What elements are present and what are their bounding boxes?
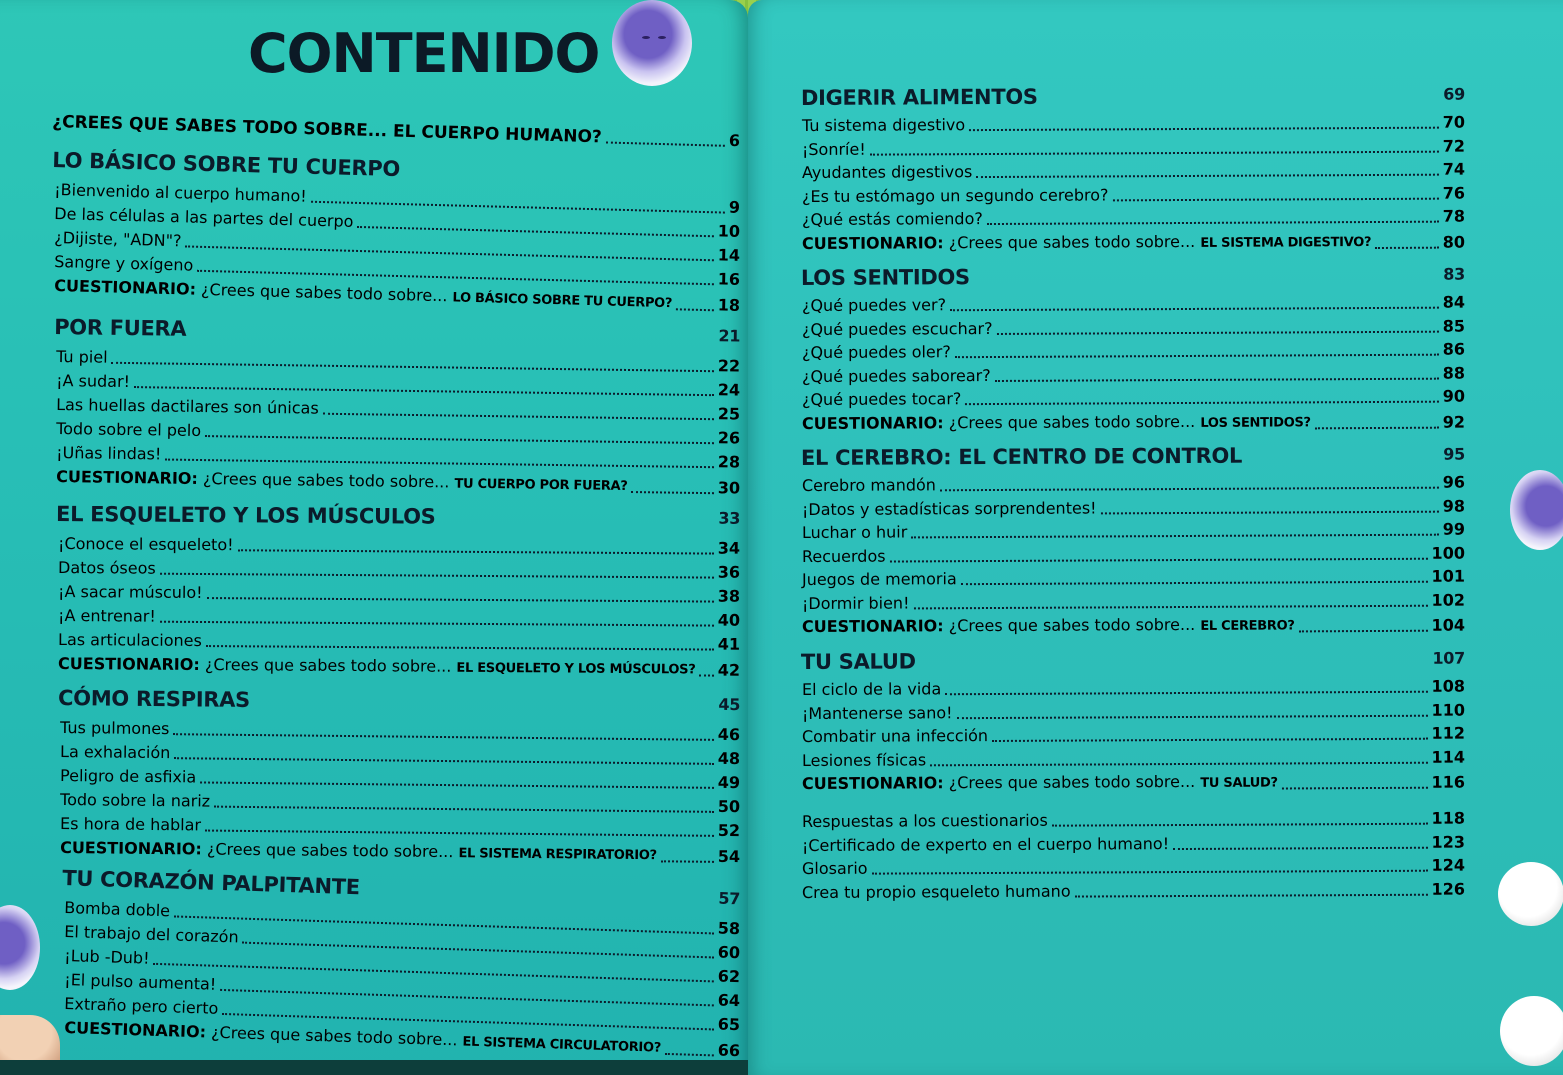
toc-entry[interactable] [802, 677, 1465, 700]
quiz-topic: LOS SENTIDOS? [1200, 414, 1311, 431]
toc-entry[interactable] [802, 879, 1465, 902]
entry-page: 36 [717, 562, 741, 582]
dot-leader [965, 401, 1438, 405]
dot-leader [661, 860, 714, 863]
toc-entry[interactable] [802, 590, 1465, 613]
section-page: 21 [718, 326, 741, 346]
entry-page: 38 [717, 586, 741, 606]
dot-leader [1282, 787, 1428, 790]
section-page: 69 [1443, 84, 1465, 104]
toc-entry[interactable] [802, 136, 1465, 159]
quiz-topic: EL ESQUELETO Y LOS MÚSCULOS? [456, 660, 696, 678]
section-page: 95 [1443, 444, 1465, 464]
entry-page: 64 [717, 990, 741, 1011]
section-title: LO BÁSICO SOBRE TU CUERPO [52, 148, 401, 182]
intro-page: 6 [728, 130, 741, 151]
dot-leader [323, 413, 714, 420]
section-title: EL ESQUELETO Y LOS MÚSCULOS [56, 502, 436, 529]
entry-title: ¡Mantenerse sano! [801, 702, 953, 723]
quiz-prefix: CUESTIONARIO: [801, 616, 944, 637]
section-title: CÓMO RESPIRAS [58, 686, 251, 713]
cell-character-icon [612, 0, 692, 86]
quiz-entry[interactable] [802, 771, 1465, 796]
section-title: EL CEREBRO: EL CENTRO DE CONTROL [800, 443, 1243, 470]
entry-page: 48 [717, 748, 741, 769]
entry-title: ¡A entrenar! [58, 606, 156, 626]
entry-title: El ciclo de la vida [801, 679, 942, 699]
dot-leader [992, 738, 1428, 742]
entry-page: 25 [717, 404, 741, 424]
quiz-text: ¿Crees que sabes todo sobre... [206, 839, 454, 862]
entry-title: Juegos de memoria [801, 569, 957, 589]
toc-entry[interactable] [802, 809, 1465, 832]
entry-page: 41 [717, 634, 741, 654]
dot-leader [1299, 630, 1428, 633]
dot-leader [969, 127, 1439, 131]
dot-leader [957, 714, 1428, 718]
entry-title: El trabajo del corazón [64, 922, 239, 947]
section-heading [801, 443, 1465, 470]
entry-page: 90 [1442, 386, 1465, 406]
toc-entry[interactable] [802, 543, 1465, 566]
dot-leader [676, 308, 714, 311]
entry-title: Todo sobre la nariz [60, 790, 211, 811]
entry-title: Respuestas a los cuestionarios [801, 810, 1048, 831]
entry-title: ¡A sacar músculo! [58, 582, 203, 603]
section-title: TU SALUD [800, 649, 916, 674]
section-heading [801, 263, 1465, 290]
quiz-entry[interactable] [802, 410, 1465, 435]
quiz-topic: EL SISTEMA CIRCULATORIO? [462, 1034, 662, 1056]
toc-entry[interactable] [802, 340, 1465, 363]
page-edge-shadow [0, 1060, 748, 1075]
dot-leader [997, 330, 1439, 334]
section-page: 57 [718, 888, 741, 909]
white-blob-character-icon [1498, 862, 1563, 926]
dot-leader [606, 141, 725, 146]
entry-page: 34 [717, 538, 741, 558]
dot-leader [870, 150, 1439, 155]
cell-character-icon [1510, 470, 1563, 550]
entry-page: 88 [1442, 363, 1465, 383]
entry-page: 118 [1431, 808, 1465, 828]
dot-leader [174, 757, 714, 765]
quiz-text: ¿Crees que sabes todo sobre... [948, 231, 1196, 252]
section-title: LOS SENTIDOS [800, 265, 970, 290]
entry-title: Extraño pero cierto [64, 994, 219, 1018]
dot-leader [214, 806, 714, 813]
entry-title: ¿Qué puedes escuchar? [801, 318, 993, 339]
entry-page: 104 [1431, 615, 1465, 635]
entry-title: Recuerdos [801, 546, 886, 566]
intro-title: ¿CREES QUE SABES TODO SOBRE... EL CUERPO HUMANO? [52, 112, 603, 148]
dot-leader [173, 733, 713, 741]
white-blob-character-icon [1500, 996, 1563, 1066]
entry-title: Peligro de asfixia [60, 766, 197, 787]
quiz-prefix: CUESTIONARIO: [801, 232, 944, 253]
quiz-prefix: CUESTIONARIO: [60, 838, 202, 859]
entry-title: ¿Dijiste, "ADN"? [54, 228, 182, 251]
toc-entry[interactable] [802, 747, 1465, 770]
entry-title: ¡Uñas lindas! [56, 443, 162, 464]
dot-leader [1113, 197, 1439, 201]
entry-title: ¿Qué puedes oler? [801, 342, 951, 362]
quiz-title [802, 772, 1278, 796]
dot-leader [911, 534, 1438, 539]
dot-leader [206, 645, 714, 651]
entry-page: 70 [1442, 112, 1465, 132]
entry-title: ¿Qué estás comiendo? [801, 209, 983, 230]
dot-leader [1173, 846, 1427, 849]
entry-page: 42 [717, 660, 741, 680]
entry-title: ¿Qué puedes ver? [801, 295, 947, 315]
entry-page: 102 [1431, 590, 1465, 610]
toc-entry[interactable] [802, 832, 1465, 855]
entry-page: 66 [717, 1040, 741, 1061]
entry-page: 52 [717, 820, 741, 841]
quiz-topic: LO BÁSICO SOBRE TU CUERPO? [452, 290, 673, 312]
entry-page: 76 [1442, 183, 1465, 203]
toc-entry[interactable] [802, 207, 1465, 230]
quiz-text: ¿Crees que sabes todo sobre... [210, 1022, 458, 1050]
entry-page: 78 [1442, 206, 1465, 226]
entry-title: Tus pulmones [60, 718, 170, 739]
entry-page: 124 [1431, 855, 1465, 875]
entry-title: Tu piel [56, 347, 108, 367]
toc-entry[interactable] [802, 700, 1465, 723]
dot-leader [913, 604, 1427, 609]
toc-entry[interactable] [802, 316, 1465, 339]
entry-title: Es hora de hablar [60, 814, 202, 835]
quiz-title [802, 614, 1295, 639]
entry-page: 30 [717, 478, 741, 498]
entry-page: 40 [717, 610, 741, 630]
entry-page: 72 [1442, 136, 1465, 156]
entry-page: 14 [717, 245, 741, 265]
entry-page: 22 [717, 356, 741, 376]
quiz-prefix: CUESTIONARIO: [54, 276, 197, 299]
entry-title: Ayudantes digestivos [801, 162, 973, 183]
entry-title: Glosario [801, 858, 868, 878]
entry-title: ¡Conoce el esqueleto! [58, 534, 234, 555]
entry-page: 54 [717, 846, 741, 867]
entry-title: Todo sobre el pelo [56, 419, 202, 441]
section-page: 107 [1432, 648, 1465, 668]
entry-title: Las articulaciones [58, 630, 202, 651]
entry-page: 84 [1442, 292, 1465, 312]
quiz-entry[interactable] [802, 614, 1465, 639]
entry-page: 26 [717, 428, 741, 448]
dot-leader [995, 377, 1439, 381]
entry-page: 9 [728, 197, 741, 217]
entry-page: 116 [1431, 772, 1465, 792]
entry-page: 60 [717, 942, 741, 963]
entry-page: 24 [717, 380, 741, 400]
dot-leader [930, 761, 1427, 766]
toc-entry[interactable] [802, 160, 1465, 183]
entry-title: ¡A sudar! [56, 371, 131, 392]
entry-title: ¡Bienvenido al cuerpo humano! [54, 180, 307, 206]
entry-title: Lesiones físicas [801, 749, 927, 770]
dot-leader [961, 581, 1428, 585]
toc-entry[interactable] [802, 724, 1465, 747]
entry-page: 96 [1442, 472, 1465, 492]
toc-entry[interactable] [802, 496, 1465, 519]
quiz-prefix: CUESTIONARIO: [801, 773, 944, 794]
entry-page: 126 [1431, 879, 1465, 899]
entry-page: 49 [717, 772, 741, 793]
entry-page: 112 [1431, 723, 1465, 743]
dot-leader [1375, 246, 1438, 248]
entry-page: 85 [1442, 316, 1465, 336]
dot-leader [665, 1053, 714, 1057]
dot-leader [945, 691, 1427, 696]
entry-page: 46 [717, 724, 741, 745]
toc-entry[interactable] [802, 567, 1465, 590]
entry-title: Sangre y oxígeno [54, 252, 194, 275]
toc-entry[interactable] [802, 183, 1465, 206]
entry-title: ¡Datos y estadísticas sorprendentes! [801, 497, 1097, 519]
quiz-text: ¿Crees que sabes todo sobre... [200, 279, 448, 306]
quiz-prefix: CUESTIONARIO: [64, 1018, 207, 1042]
dot-leader [987, 221, 1439, 225]
entry-page: 108 [1431, 676, 1465, 696]
dot-leader [950, 307, 1439, 312]
quiz-text: ¿Crees que sabes todo sobre... [204, 655, 452, 676]
entry-page: 86 [1442, 339, 1465, 359]
entry-title: La exhalación [60, 742, 171, 763]
page-title: CONTENIDO [248, 22, 600, 85]
quiz-entry[interactable] [802, 230, 1465, 255]
toc-entry[interactable] [802, 387, 1465, 410]
entry-page: 10 [717, 221, 741, 241]
entry-page: 65 [717, 1014, 741, 1035]
entry-title: ¡Sonríe! [801, 139, 866, 159]
toc-entry[interactable] [802, 520, 1465, 543]
entry-page: 100 [1431, 543, 1465, 563]
toc-entry[interactable] [802, 856, 1465, 879]
quiz-text: ¿Crees que sabes todo sobre... [202, 469, 450, 492]
entry-title: Bomba doble [64, 898, 171, 921]
dot-leader [238, 549, 714, 554]
dot-leader [631, 491, 713, 494]
entry-page: 16 [717, 269, 741, 289]
quiz-prefix: CUESTIONARIO: [56, 467, 198, 488]
toc-entry[interactable] [802, 473, 1465, 496]
section-page: 83 [1443, 264, 1465, 284]
dot-leader [207, 597, 714, 603]
entry-title: Combatir una infección [801, 726, 989, 746]
quiz-title [802, 411, 1311, 436]
dot-leader [940, 487, 1439, 492]
dot-leader [1052, 823, 1428, 827]
entry-title: ¡El pulso aumenta! [64, 970, 217, 994]
entry-title: ¿Es tu estómago un segundo cerebro? [801, 184, 1109, 206]
quiz-topic: EL SISTEMA RESPIRATORIO? [458, 846, 657, 864]
dot-leader [890, 557, 1428, 562]
quiz-topic: TU SALUD? [1200, 775, 1278, 791]
entry-title: ¿Qué puedes tocar? [801, 389, 962, 409]
toc-entry[interactable] [802, 293, 1465, 316]
entry-page: 50 [717, 796, 741, 817]
section-heading [801, 83, 1465, 110]
entry-title: ¡Dormir bien! [801, 592, 910, 613]
entry-page: 74 [1442, 159, 1465, 179]
entry-page: 98 [1442, 496, 1465, 516]
entry-page: 18 [717, 295, 741, 315]
section-page: 45 [718, 694, 741, 715]
dot-leader [160, 573, 714, 579]
section-title: POR FUERA [54, 315, 187, 341]
toc-entry[interactable] [802, 113, 1465, 136]
entry-title: ¡Certificado de experto en el cuerpo humano! [801, 833, 1170, 855]
quiz-text: ¿Crees que sabes todo sobre... [948, 411, 1196, 432]
entry-title: Las huellas dactilares son únicas [56, 395, 319, 418]
quiz-text: ¿Crees que sabes todo sobre... [948, 614, 1196, 636]
entry-page: 101 [1431, 566, 1465, 586]
entry-page: 28 [717, 452, 741, 472]
dot-leader [205, 830, 714, 837]
quiz-topic: TU CUERPO POR FUERA? [454, 476, 628, 494]
dot-leader [872, 870, 1428, 875]
entry-title: ¿Qué puedes saborear? [801, 365, 991, 386]
entry-title: Datos óseos [58, 558, 156, 578]
dot-leader [200, 781, 714, 788]
entry-page: 123 [1431, 832, 1465, 852]
quiz-topic: EL SISTEMA DIGESTIVO? [1200, 234, 1372, 251]
entry-title: Luchar o huir [801, 522, 908, 542]
entry-page: 58 [717, 918, 741, 939]
dot-leader [699, 674, 713, 676]
entry-page: 80 [1442, 232, 1465, 252]
entry-title: Crea tu propio esqueleto humano [801, 881, 1071, 902]
section-heading [56, 502, 740, 531]
entry-page: 99 [1442, 519, 1465, 539]
entry-page: 110 [1431, 700, 1465, 720]
entry-page: 62 [717, 966, 741, 987]
entry-title: ¡Lub -Dub! [64, 946, 150, 968]
quiz-title [58, 654, 696, 680]
quiz-topic: EL CEREBRO? [1200, 618, 1295, 634]
section-page: 33 [718, 508, 741, 528]
dot-leader [1315, 426, 1439, 429]
entry-title: De las células a las partes del cuerpo [54, 204, 354, 231]
section-heading [801, 647, 1465, 674]
dot-leader [1075, 893, 1428, 897]
dot-leader [976, 174, 1438, 178]
dot-leader [955, 354, 1439, 359]
quiz-text: ¿Crees que sabes todo sobre... [948, 771, 1196, 793]
entry-title: Cerebro mandón [801, 475, 936, 495]
dot-leader [160, 621, 714, 627]
entry-page: 92 [1442, 412, 1465, 432]
entry-page: 114 [1431, 747, 1465, 767]
entry-title: Tu sistema digestivo [801, 115, 966, 136]
quiz-title [802, 231, 1371, 256]
section-title: DIGERIR ALIMENTOS [800, 84, 1038, 110]
toc-entry[interactable] [802, 363, 1465, 386]
quiz-prefix: CUESTIONARIO: [58, 654, 200, 674]
quiz-prefix: CUESTIONARIO: [801, 412, 944, 433]
section-title: TU CORAZÓN PALPITANTE [62, 866, 361, 900]
dot-leader [1101, 510, 1439, 514]
